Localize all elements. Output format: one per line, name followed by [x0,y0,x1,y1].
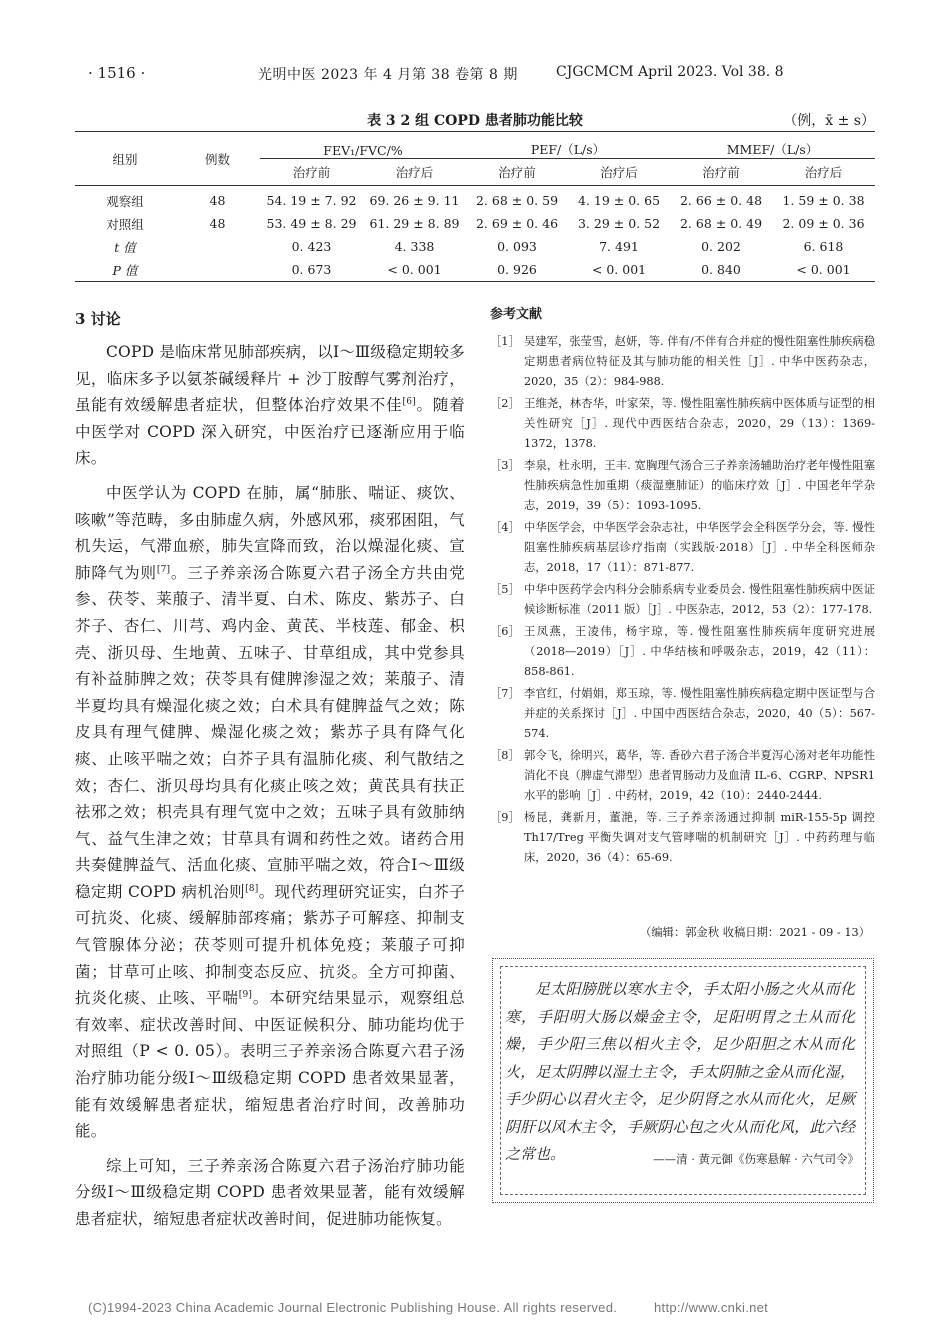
citation: [6] [402,397,416,408]
lung-function-table [75,131,875,282]
header-after: 治疗后 [395,165,434,180]
paragraph-text: 。现代药理研究证实，白芥子可抗炎、化痰、缓解肺部疼痛；紫苏子可解痉、抑制支气管腺体分泌；茯苓则可提升机体免疫；莱菔子可抑菌；甘草可止咳、抑制变态反应、抗炎。全方可抑菌、抗炎化痰、止咳、平喘 [75,882,465,1008]
table-cell: 0. 423 [291,239,332,254]
paragraph-text: 。随着中医学对 COPD 深入研究，中医治疗已逐渐应用于临床。 [75,396,465,468]
reference-item [490,746,875,806]
paragraph-text: 中医学认为 COPD 在肺，属“肺胀、喘证、痰饮、咳嗽”等范畴，多由肺虚久病，外感风邪，痰邪困阻，气机失运，气滞血瘀，肺失宣降而致，治以燥湿化痰、宣肺降气为则 [75,483,465,582]
table-cell: 0. 093 [497,239,537,254]
reference-text: 李官红，付娟娟，郑玉琼，等. 慢性阻塞性肺疾病稳定期中医证型与合并症的关系探讨［J］. 中国中西医结合杂志，2020，40（5）：567-574. [524,687,875,740]
paragraph-text: 。本研究结果显示，观察组总有效率、症状改善时间、中医证候积分、肺功能均优于对照组（P < 0. 05）。表明三子养亲汤合陈夏六君子汤治疗肺功能分级Ⅰ～Ⅲ级稳定期 COPD 患者效果显著，能有效缓解患者症状，缩短患者治疗时间，改善肺功能。 [75,989,465,1141]
table-row [75,186,875,213]
table-cell: 53. 49 ± 8. 29 [266,216,357,231]
row-label: 观察组 [106,193,144,209]
table-cell: 0. 673 [291,262,332,277]
header-cases: 例数 [204,151,230,167]
table-row [75,212,875,235]
table-cell: < 0. 001 [591,262,647,277]
table-cell: 0. 840 [701,262,741,277]
header-pef: PEF/（L/s） [466,132,670,159]
paragraph [75,480,465,1145]
reference-item [490,518,875,578]
row-cases: 48 [209,193,226,208]
journal-title-cn: 光明中医 2023 年 4 月第 38 卷第 8 期 [258,67,518,83]
paragraph [75,339,465,472]
table-cell: 2. 09 ± 0. 36 [782,216,865,231]
reference-item [490,622,875,682]
table-cell: 54. 19 ± 7. 92 [266,193,357,208]
header-before: 治疗前 [702,165,740,180]
reference-number: ［5］ [490,583,520,596]
reference-item [490,808,875,868]
copyright-footer: (C)1994-2023 China Academic Journal Electronic Publishing House. All rights reserved. [88,1300,618,1315]
table-cell: 2. 69 ± 0. 46 [475,216,559,231]
table-cell: 3. 29 ± 0. 52 [577,216,661,231]
reference-item [490,394,875,454]
row-cases [175,235,260,258]
reference-text: 中华中医药学会内科分会肺系病专业委员会. 慢性阻塞性肺疾病中医证候诊断标准（2011 版）［J］. 中医杂志，2012，53（2）：177-178. [524,583,875,616]
journal-title-en: CJGCMCM April 2023. Vol 38. 8 [556,64,784,80]
reference-item [490,580,875,620]
reference-number: ［2］ [490,397,520,410]
table-cell: 69. 26 ± 9. 11 [369,193,460,208]
reference-number: ［6］ [490,625,520,638]
page-number: · 1516 · [88,64,146,82]
table-cell: < 0. 001 [796,262,851,277]
paragraph: 综上可知，三子养亲汤合陈夏六君子汤治疗肺功能分级Ⅰ～Ⅲ级稳定期 COPD 患者效果显著，能有效缓解患者症状，缩短患者症状改善时间，促进肺功能恢复。 [75,1156,465,1228]
table-cell: 4. 338 [394,239,435,254]
table-cell: 61. 29 ± 8. 89 [369,216,460,231]
reference-text: 中华医学会，中华医学会杂志社，中华医学会全科医学分会，等. 慢性阻塞性肺疾病基层诊疗指南（实践版·2018）［J］. 中华全科医师杂志，2018，17（11）：871-877. [524,521,875,574]
row-label: 对照组 [106,216,144,232]
table-cell: 2. 66 ± 0. 48 [679,193,763,208]
header-fev: FEV₁/FVC/% [260,132,466,159]
paragraph-text: 。三子养亲汤合陈夏六君子汤全方共由党参、茯苓、莱菔子、清半夏、白术、陈皮、紫苏子、白芥子、杏仁、川芎、鸡内金、黄芪、半枝莲、郁金、枳壳、浙贝母、生地黄、五味子、甘草组成，其中党参具有补益肺脾之效；茯苓具有健脾渗湿之效；莱菔子、清半夏均具有燥湿化痰之效；白术具有健脾益气之效；陈皮具有理气健脾、燥湿化痰之效；紫苏子具有降气化痰、止咳平喘之效；白芥子具有温肺化痰、利气散结之效；杏仁、浙贝母均具有化痰止咳之效；黄芪具有扶正祛邪之效；枳壳具有理气宽中之效；五味子具有敛肺纳气、益气生津之效；甘草具有调和药性之效。诸药合用共奏健脾益气、活血化痰、宣肺平喘之效，符合Ⅰ～Ⅲ级稳定期 COPD 病机治则 [75,563,465,901]
header-after: 治疗后 [804,165,843,180]
header-mmef: MMEF/（L/s） [670,132,875,159]
reference-text: 李泉，杜永明，王丰. 宽胸理气汤合三子养亲汤辅助治疗老年慢性阻塞性肺疾病急性加重期（痰湿壅肺证）的临床疗效［J］. 中国老年学杂志，2019，39（5）：1093-1095. [524,459,875,512]
table-cell: 7. 491 [599,239,639,254]
table-cell: 0. 926 [497,262,537,277]
table-cell: 4. 19 ± 0. 65 [577,193,661,208]
references-section [490,300,875,870]
reference-number: ［3］ [490,459,520,472]
reference-text: 吴建军，张莹雪，赵妍，等. 伴有/不伴有合并症的慢性阻塞性肺疾病稳定期患者病位特征及其与肺功能的相关性［J］. 中华中医药杂志，2020，35（2）：984-988. [524,335,875,388]
editor-note: （编辑：郭金秋 收稿日期：2021 - 09 - 13） [640,926,870,939]
table-row [75,258,875,282]
citation: [7] [156,564,171,575]
reference-item [490,684,875,744]
reference-text: 王维尧，林杏华，叶家荣，等. 慢性阻塞性肺疾病中医体质与证型的相关性研究［J］. 现代中西医结合杂志，2020，29（13）：1369-1372，1378. [524,397,875,450]
row-label: P 值 [112,262,138,278]
reference-number: ［7］ [490,687,520,700]
reference-item [490,456,875,516]
table-cell: 2. 68 ± 0. 59 [475,193,559,208]
header-after: 治疗后 [600,165,638,180]
header-before: 治疗前 [292,165,331,180]
table-cell: 2. 68 ± 0. 49 [679,216,763,231]
paragraph-text: COPD 是临床常见肺部疾病，以Ⅰ～Ⅲ级稳定期较多见，临床多予以氨茶碱缓释片 + 沙丁胺醇气雾剂治疗，虽能有效缓解患者症状，但整体治疗效果不佳 [75,343,465,415]
footer-url: http://www.cnki.net [654,1300,769,1315]
quote-text: 足太阳膀胱以寒水主令，手太阳小肠之火从而化寒，手阳明大肠以燥金主令，足阳明胃之土从而化燥，手少阳三焦以相火主令，足少阳胆之木从而化火，足太阴脾以湿土主令，手太阴肺之金从而化湿，手少阴心以君火主令，足少阴肾之水从而化火，足厥阴肝以风木主令，手厥阴心包之火从而化风，此六经之常也。 [505,980,855,1163]
table-caption: 表 3 2 组 COPD 患者肺功能比较 [367,113,583,129]
discussion-section [75,300,465,1241]
row-cases: 48 [209,216,226,231]
citation: [9] [238,990,253,1001]
citation: [8] [245,883,259,894]
table-cell: 6. 618 [803,239,844,254]
table-cell: 1. 59 ± 0. 38 [782,193,865,208]
reference-text: 王凤燕，王凌伟，杨宇琼，等. 慢性阻塞性肺疾病年度研究进展（2018—2019）［J］. 中华结核和呼吸杂志，2019，42（11）：858-861. [524,625,875,678]
row-label: t 值 [114,239,136,255]
reference-number: ［8］ [490,749,520,762]
section-title: 3 讨论 [75,310,121,328]
quote-box [492,958,874,1203]
references-title: 参考文献 [490,307,543,322]
reference-number: ［9］ [490,811,520,824]
reference-text: 杨昆，龚新月，董滟，等. 三子养亲汤通过抑制 miR-155-5p 调控 Th17/Treg 平衡失调对支气管哮喘的机制研究［J］. 中药药理与临床，2020，36（4）：65-69. [524,811,875,864]
reference-text: 郭令飞，徐明兴，葛华，等. 香砂六君子汤合半夏泻心汤对老年功能性消化不良（脾虚气滞型）患者胃肠动力及血清 IL-6、CGRP、NPSR1 水平的影响［J］. 中药材，2019，42（10）：2440-2444. [524,749,875,802]
reference-item [490,332,875,392]
table-cell: 0. 202 [701,239,741,254]
header-before: 治疗前 [498,165,536,180]
header-group: 组别 [112,151,138,167]
table-row [75,235,875,258]
reference-number: ［4］ [490,521,520,534]
table-unit: （例，x̄ ± s） [783,113,875,129]
table-cell: < 0. 001 [387,262,442,277]
reference-number: ［1］ [490,335,520,348]
quote-source: ——清 · 黄元御《伤寒悬解 · 六气司令》 [653,1152,859,1166]
row-cases [175,258,260,282]
